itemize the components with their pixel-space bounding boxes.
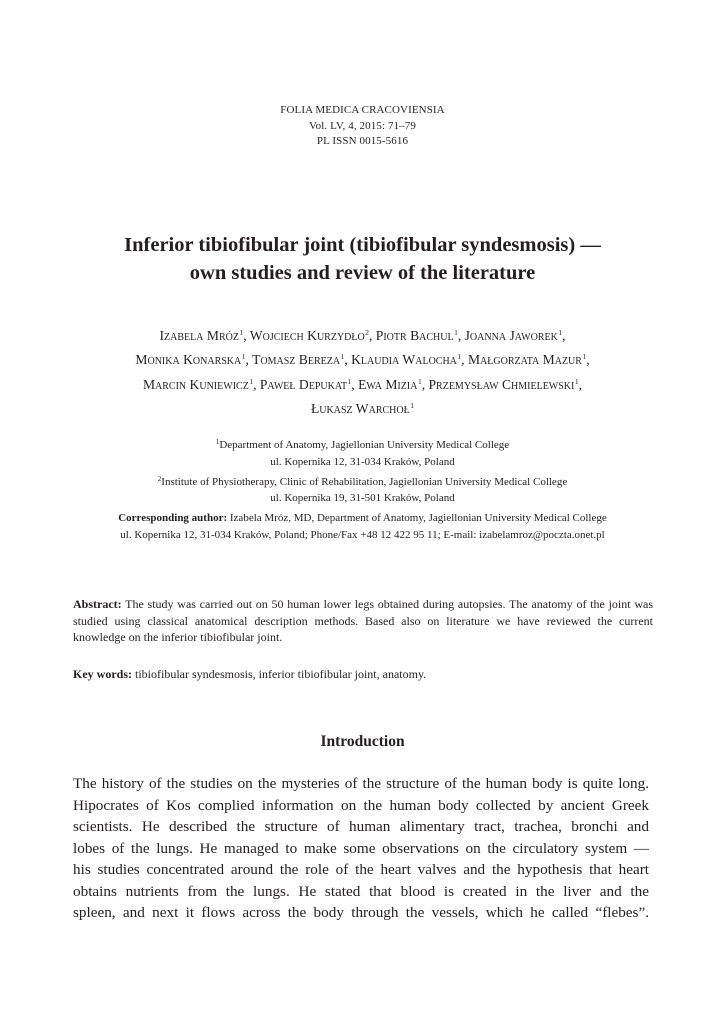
body-line: Hipocrates of Kos complied information on the human body collected by ancient Greek [73,796,649,814]
affiliations [40,434,685,507]
author-line-2: Monika Konarska$^1$, Tomasz Bereza$^1$, Klaudia Walocha$^1$, Małgorzata Mazur$^1$, [135,352,590,368]
author: Łukasz Warchoł$^1$ [311,400,414,416]
body-line: The history of the studies on the mysteries of the structure of the human body is quite long. [73,775,649,792]
body-line: obtains nutrients from the lungs. He stated that blood is created in the liver and the [73,882,649,900]
journal-header [0,103,725,150]
abstract-text: The study was carried out on 50 human lower legs obtained during autopsies. The anatomy of the joint was studied using classical anatomical description methods. Based also on literature we have reviewed the current knowledge on the inferior tibiofibular joint. [73,597,653,645]
body-line: his studies concentrated around the role of the heart valves and the hypothesis that heart [73,861,649,878]
author: Paweł Depukat$^1$ [259,376,352,392]
author-line-3: Marcin Kuniewicz$^1$, Paweł Depukat$^1$, Ewa Mizia$^1$, Przemysław Chmielewski$^1$, [142,376,583,392]
corresponding-line-1: Corresponding author: Izabela Mróz, MD, Department of Anatomy, Jagiellonian University Medical College [118,512,607,524]
corresponding-contact: ul. Kopernika 12, 31-034 Kraków, Poland; Phone/Fax +48 12 422 95 11; E-mail: izabelamroz@poczta.onet.pl [120,528,605,541]
abstract-label: Abstract: [73,597,122,611]
corresponding-label: Corresponding author: [118,512,228,524]
body-line: lobes of the lungs. He managed to make some observations on the circulatory system — [73,839,649,857]
author: Piotr Bachul$^1$ [375,328,458,343]
author: Wojciech Kurzydło$^2$ [249,328,369,343]
body-line: scientists. He described the structure of human alimentary tract, trachea, bronchi and [73,818,649,835]
author: Tomasz Bereza$^1$ [252,352,345,368]
keywords-label: Key words: [73,667,132,681]
keywords-text: tibiofibular syndesmosis, inferior tibiofibular joint, anatomy. [132,667,427,681]
section-heading-introduction: Introduction [320,733,405,750]
affiliation-2: $^2$Institute of Physiotherapy, Clinic of Rehabilitation, Jagiellonian University Medical College [157,474,568,488]
author: Małgorzata Mazur$^1$ [467,352,587,368]
author-list [40,322,685,419]
affiliation-1-address: ul. Kopernika 12, 31-034 Kraków, Poland [270,455,455,468]
title-line-2: own studies and review of the literature [189,262,536,284]
author-line-1: Izabela Mróz$^1$, Wojciech Kurzydło$^2$, Piotr Bachul$^1$, Joanna Jaworek$^1$, [159,328,566,343]
title-line-1: Inferior tibiofibular joint (tibiofibular syndesmosis) — [124,234,601,256]
author: Marcin Kuniewicz$^1$ [142,376,254,392]
author: Monika Konarska$^1$ [135,352,246,368]
journal-name: FOLIA MEDICA CRACOVIENSIA [280,104,445,116]
body-line: spleen, and next it flows across the body through the vessels, which he called “flebes”. [73,904,649,921]
introduction-body [73,773,649,924]
author-line-4 [40,395,685,419]
affiliation-2-address: ul. Kopernika 19, 31-501 Kraków, Poland [270,492,455,505]
corresponding-line-2 [40,527,685,544]
paper-title [60,231,665,287]
author: Przemysław Chmielewski$^1$ [428,376,579,392]
author: Izabela Mróz$^1$ [159,328,244,343]
journal-issn: PL ISSN 0015-5616 [316,135,409,147]
affiliation-1: $^1$Department of Anatomy, Jagiellonian University Medical College [215,438,510,451]
journal-volume: Vol. LV, 4, 2015: 71–79 [309,119,416,132]
author: Ewa Mizia$^1$ [358,376,422,392]
keywords [73,666,653,683]
author: Joanna Jaworek$^1$ [464,328,563,343]
corresponding-author [40,510,685,544]
abstract [73,596,653,646]
author: Klaudia Walocha$^1$ [351,352,462,368]
